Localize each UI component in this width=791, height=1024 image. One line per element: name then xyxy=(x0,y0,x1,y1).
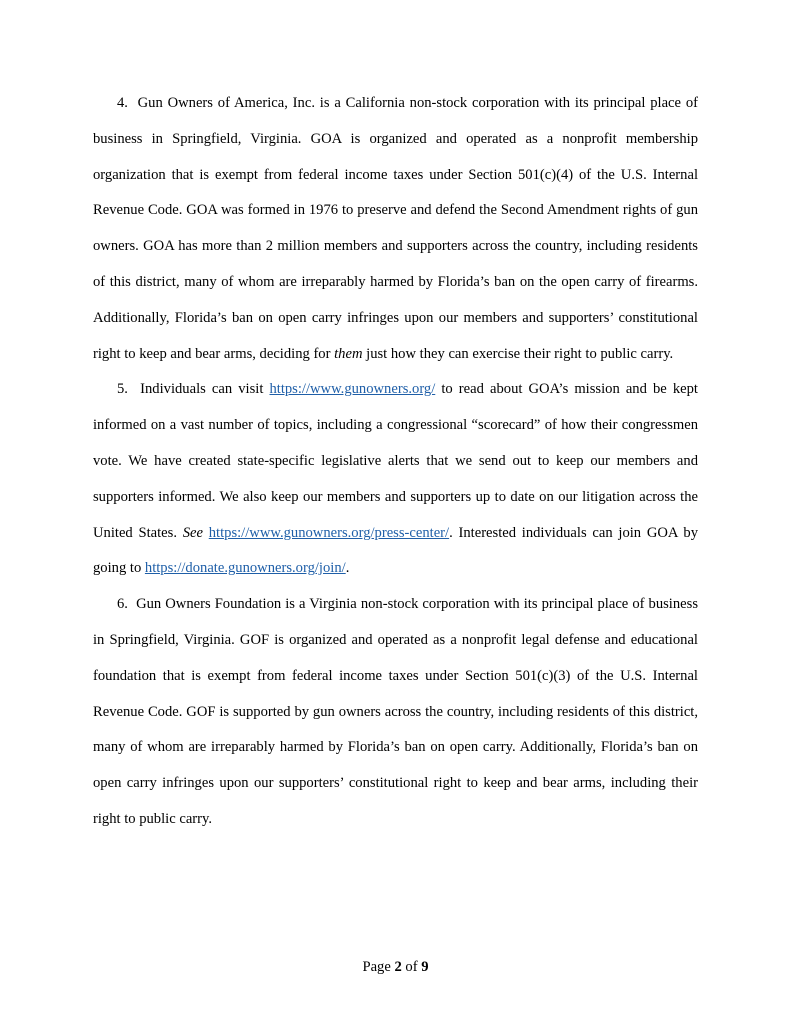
link-join[interactable]: https://donate.gunowners.org/join/ xyxy=(144,560,346,577)
paragraph-number: 5. xyxy=(117,381,128,398)
paragraph-text: Gun Owners Foundation is a Virginia non-stock corporation with its principal place of business in Springfield, Virginia. GOF is organized and operated as a nonprofit legal defense and educational foundation that is exempt from federal income taxes under Section 501(c)(3) of the U.S. Internal Revenue Code. GOF is supported by gun owners across the country, including residents of this district, many of whom are irreparably harmed by Florida’s ban on open carry. Additionally, Florida’s ban on open carry infringes upon our supporters’ constitutional right to keep and bear arms, including their right to public carry. xyxy=(93,596,698,827)
paragraph-number: 6. xyxy=(117,596,128,613)
page-separator: of xyxy=(401,959,422,975)
emphasis-text: them xyxy=(334,345,363,362)
paragraph-text: . xyxy=(345,560,350,577)
page-label: Page xyxy=(362,959,395,975)
link-press-center[interactable]: https://www.gunowners.org/press-center/ xyxy=(208,524,450,541)
paragraph-text: . Interested individuals can join GOA by going to xyxy=(93,524,698,577)
page-footer xyxy=(0,959,791,976)
total-pages-number: 9 xyxy=(421,959,429,975)
emphasis-text: See xyxy=(182,524,203,541)
paragraph-text: just how they can exercise their right to public carry. xyxy=(362,345,674,362)
paragraph-text: Gun Owners of America, Inc. is a California non-stock corporation with its principal place of business in Springfield, Virginia. GOA is organized and operated as a nonprofit membership organization that is exempt from federal income taxes under Section 501(c)(4) of the U.S. Internal Revenue Code. GOA was formed in 1976 to preserve and defend the Second Amendment rights of gun owners. GOA has more than 2 million members and supporters across the country, including residents of this district, many of whom are irreparably harmed by Florida’s ban on the open carry of firearms. Additionally, Florida’s ban on open carry infringes upon our members and supporters’ constitutional right to keep and bear arms, deciding for xyxy=(93,95,698,362)
paragraph-4 xyxy=(93,86,698,372)
paragraph-6 xyxy=(93,587,698,838)
paragraph-number: 4. xyxy=(117,95,128,111)
current-page-number: 2 xyxy=(394,959,402,975)
paragraph-text: Individuals can visit xyxy=(140,381,270,398)
document-body xyxy=(93,86,698,838)
paragraph-text: to read about GOA’s mission and be kept informed on a vast number of topics, including a congressional “scorecard” of how their congressmen vote. We have created state-specific legislative alerts that we send out to keep our members and supporters informed. We also keep our members and supporters up to date on our litigation across the United States. xyxy=(93,381,698,541)
paragraph-5 xyxy=(93,372,698,587)
link-gunowners-home[interactable]: https://www.gunowners.org/ xyxy=(269,381,436,398)
